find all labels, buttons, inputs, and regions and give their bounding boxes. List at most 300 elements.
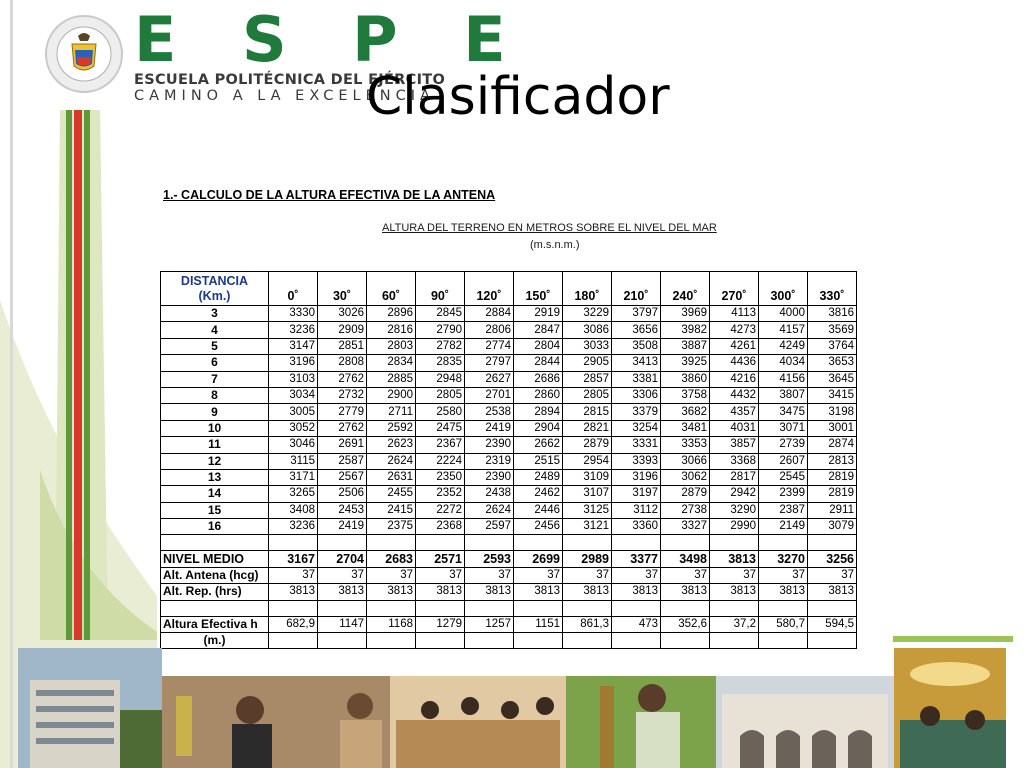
table-cell: 861,3 <box>563 616 612 632</box>
table-cell: 2782 <box>416 338 465 354</box>
table-cell: 2805 <box>563 387 612 403</box>
table-cell: 37 <box>465 567 514 583</box>
table-cell <box>416 600 465 616</box>
table-cell: 3682 <box>661 404 710 420</box>
table-cell: 2592 <box>367 420 416 436</box>
table-cell <box>367 600 416 616</box>
table-cell: 2739 <box>759 437 808 453</box>
table-cell: 3196 <box>612 469 661 485</box>
table-cell: 2797 <box>465 355 514 371</box>
table-cell: 37 <box>710 567 759 583</box>
table-row <box>161 519 857 535</box>
table-cell: 2593 <box>465 551 514 567</box>
table-cell: 3330 <box>269 306 318 322</box>
table-cell: 3813 <box>759 584 808 600</box>
table-cell: 3860 <box>661 371 710 387</box>
sheet-subtitle: ALTURA DEL TERRENO EN METROS SOBRE EL NIVEL DEL MAR <box>382 222 717 234</box>
table-cell: 2699 <box>514 551 563 567</box>
table-cell: 3807 <box>759 387 808 403</box>
angle-column-header: 150˚ <box>514 272 563 306</box>
table-row <box>161 453 857 469</box>
table-cell: 3306 <box>612 387 661 403</box>
spacer-row <box>161 600 857 616</box>
table-cell: 2844 <box>514 355 563 371</box>
table-cell: 2857 <box>563 371 612 387</box>
elevation-table <box>160 271 857 649</box>
table-cell: 3813 <box>514 584 563 600</box>
table-cell: 2455 <box>367 486 416 502</box>
table-cell: 3645 <box>808 371 857 387</box>
alt-antena-row <box>161 567 857 583</box>
table-cell: 37,2 <box>710 616 759 632</box>
table-cell: 3508 <box>612 338 661 354</box>
table-cell: 2597 <box>465 519 514 535</box>
table-cell: 3360 <box>612 519 661 535</box>
table-cell: 2567 <box>318 469 367 485</box>
table-header-row <box>161 272 857 306</box>
table-cell: 3481 <box>661 420 710 436</box>
table-cell: 3005 <box>269 404 318 420</box>
table-cell: 3256 <box>808 551 857 567</box>
table-cell: 2919 <box>514 306 563 322</box>
table-cell: 4432 <box>710 387 759 403</box>
table-cell: 3498 <box>661 551 710 567</box>
table-cell: 3270 <box>759 551 808 567</box>
table-cell: 3125 <box>563 502 612 518</box>
table-cell: 2803 <box>367 338 416 354</box>
table-cell: 2896 <box>367 306 416 322</box>
table-cell: 3797 <box>612 306 661 322</box>
table-cell: 4216 <box>710 371 759 387</box>
angle-column-header: 90˚ <box>416 272 465 306</box>
nivel-medio-row <box>161 551 857 567</box>
table-cell: 3857 <box>710 437 759 453</box>
table-cell: 2375 <box>367 519 416 535</box>
table-cell: 37 <box>269 567 318 583</box>
table-cell <box>318 600 367 616</box>
table-cell: 37 <box>808 567 857 583</box>
table-cell: 3046 <box>269 437 318 453</box>
table-cell: 2419 <box>465 420 514 436</box>
table-cell: 2350 <box>416 469 465 485</box>
brand-tagline: CAMINO A LA EXCELENCIA <box>134 88 435 104</box>
row-label: 4 <box>161 322 269 338</box>
table-cell: 2462 <box>514 486 563 502</box>
table-cell <box>465 600 514 616</box>
table-cell: 3327 <box>661 519 710 535</box>
table-cell <box>808 600 857 616</box>
sheet-subtitle-units: (m.s.n.m.) <box>530 239 580 251</box>
table-cell: 2149 <box>759 519 808 535</box>
table-cell <box>465 535 514 551</box>
table-row <box>161 306 857 322</box>
table-cell: 3086 <box>563 322 612 338</box>
row-label: 10 <box>161 420 269 436</box>
table-cell: 3813 <box>269 584 318 600</box>
table-row <box>161 437 857 453</box>
table-cell: 2701 <box>465 387 514 403</box>
angle-column-header: 330˚ <box>808 272 857 306</box>
table-cell: 3107 <box>563 486 612 502</box>
table-cell: 2835 <box>416 355 465 371</box>
table-cell: 1257 <box>465 616 514 632</box>
table-cell: 3290 <box>710 502 759 518</box>
table-cell: 2813 <box>808 453 857 469</box>
table-cell: 2446 <box>514 502 563 518</box>
table-cell <box>269 535 318 551</box>
table-cell: 2989 <box>563 551 612 567</box>
table-cell: 3147 <box>269 338 318 354</box>
angle-column-header: 0˚ <box>269 272 318 306</box>
table-cell: 3254 <box>612 420 661 436</box>
table-cell: 2805 <box>416 387 465 403</box>
table-cell: 2631 <box>367 469 416 485</box>
table-cell: 3413 <box>612 355 661 371</box>
table-cell: 2804 <box>514 338 563 354</box>
table-cell: 2762 <box>318 420 367 436</box>
altura-efectiva-row <box>161 616 857 632</box>
table-cell: 2894 <box>514 404 563 420</box>
table-cell: 352,6 <box>661 616 710 632</box>
table-cell: 4273 <box>710 322 759 338</box>
table-cell: 2817 <box>710 469 759 485</box>
table-cell: 2884 <box>465 306 514 322</box>
row-label: 5 <box>161 338 269 354</box>
table-cell: 2790 <box>416 322 465 338</box>
table-cell <box>563 600 612 616</box>
angle-column-header: 30˚ <box>318 272 367 306</box>
spacer-row <box>161 535 857 551</box>
table-cell: 3887 <box>661 338 710 354</box>
angle-column-header: 180˚ <box>563 272 612 306</box>
table-cell: 3167 <box>269 551 318 567</box>
table-cell: 2224 <box>416 453 465 469</box>
table-cell: 2624 <box>465 502 514 518</box>
table-cell: 2419 <box>318 519 367 535</box>
row-label: Altura Efectiva h <box>161 616 269 632</box>
table-row <box>161 371 857 387</box>
slide-title: Clasificador <box>366 67 670 127</box>
table-cell: 2990 <box>710 519 759 535</box>
table-cell <box>710 600 759 616</box>
row-label: 6 <box>161 355 269 371</box>
table-cell <box>612 535 661 551</box>
table-cell: 3197 <box>612 486 661 502</box>
distance-column-header <box>161 272 269 306</box>
row-label: 12 <box>161 453 269 469</box>
table-cell: 4031 <box>710 420 759 436</box>
table-cell: 4113 <box>710 306 759 322</box>
table-cell: 1151 <box>514 616 563 632</box>
table-cell: 2819 <box>808 469 857 485</box>
table-cell: 3758 <box>661 387 710 403</box>
angle-column-header: 240˚ <box>661 272 710 306</box>
table-cell: 682,9 <box>269 616 318 632</box>
table-cell <box>367 535 416 551</box>
table-cell: 1168 <box>367 616 416 632</box>
table-cell: 37 <box>612 567 661 583</box>
table-cell: 2399 <box>759 486 808 502</box>
table-cell: 2738 <box>661 502 710 518</box>
angle-column-header: 300˚ <box>759 272 808 306</box>
row-label: 15 <box>161 502 269 518</box>
table-cell: 2319 <box>465 453 514 469</box>
table-cell: 2438 <box>465 486 514 502</box>
table-cell: 2352 <box>416 486 465 502</box>
table-cell: 2879 <box>661 486 710 502</box>
table-cell: 2711 <box>367 404 416 420</box>
table-cell: 3062 <box>661 469 710 485</box>
table-cell: 2272 <box>416 502 465 518</box>
table-cell: 1279 <box>416 616 465 632</box>
distance-header-line2: (Km.) <box>198 289 231 303</box>
row-label: 13 <box>161 469 269 485</box>
table-cell: 3813 <box>661 584 710 600</box>
table-cell: 3236 <box>269 322 318 338</box>
table-cell: 473 <box>612 616 661 632</box>
table-cell: 3393 <box>612 453 661 469</box>
table-cell: 2851 <box>318 338 367 354</box>
table-cell: 2845 <box>416 306 465 322</box>
table-cell: 3813 <box>416 584 465 600</box>
table-cell: 3071 <box>759 420 808 436</box>
campus-photo-strip <box>0 640 1024 768</box>
table-cell: 2627 <box>465 371 514 387</box>
table-cell: 2691 <box>318 437 367 453</box>
table-cell: 2816 <box>367 322 416 338</box>
table-cell: 2683 <box>367 551 416 567</box>
table-cell: 3969 <box>661 306 710 322</box>
table-row <box>161 387 857 403</box>
row-label: 8 <box>161 387 269 403</box>
table-cell: 3813 <box>563 584 612 600</box>
table-cell: 3408 <box>269 502 318 518</box>
table-cell: 2571 <box>416 551 465 567</box>
table-cell: 2515 <box>514 453 563 469</box>
table-cell: 3026 <box>318 306 367 322</box>
table-cell: 3052 <box>269 420 318 436</box>
table-cell: 2911 <box>808 502 857 518</box>
table-row <box>161 420 857 436</box>
table-cell: 3331 <box>612 437 661 453</box>
table-row <box>161 486 857 502</box>
table-cell: 2779 <box>318 404 367 420</box>
table-cell: 2456 <box>514 519 563 535</box>
table-cell <box>759 535 808 551</box>
table-cell: 2623 <box>367 437 416 453</box>
table-cell: 2904 <box>514 420 563 436</box>
row-label: NIVEL MEDIO <box>161 551 269 567</box>
table-cell: 37 <box>661 567 710 583</box>
angle-column-header: 120˚ <box>465 272 514 306</box>
table-cell: 2948 <box>416 371 465 387</box>
table-cell: 37 <box>563 567 612 583</box>
table-cell: 37 <box>514 567 563 583</box>
brand-letters: E S P E <box>134 3 528 76</box>
alt-rep-row <box>161 584 857 600</box>
table-cell: 594,5 <box>808 616 857 632</box>
table-cell: 3379 <box>612 404 661 420</box>
table-cell <box>416 535 465 551</box>
table-cell: 2815 <box>563 404 612 420</box>
table-cell: 3813 <box>465 584 514 600</box>
table-cell <box>612 600 661 616</box>
table-cell <box>514 600 563 616</box>
espe-seal-logo <box>44 14 124 94</box>
table-cell: 37 <box>367 567 416 583</box>
angle-column-header: 60˚ <box>367 272 416 306</box>
table-row <box>161 338 857 354</box>
table-cell: 4000 <box>759 306 808 322</box>
table-cell: 2390 <box>465 437 514 453</box>
table-cell: 2874 <box>808 437 857 453</box>
table-cell: 2390 <box>465 469 514 485</box>
table-cell: 3982 <box>661 322 710 338</box>
table-row <box>161 355 857 371</box>
table-cell: 3115 <box>269 453 318 469</box>
table-cell: 3816 <box>808 306 857 322</box>
table-cell: 3112 <box>612 502 661 518</box>
table-cell: 3121 <box>563 519 612 535</box>
row-label: 14 <box>161 486 269 502</box>
row-label: (m.) <box>161 633 269 649</box>
table-cell: 3813 <box>710 584 759 600</box>
table-cell: 2834 <box>367 355 416 371</box>
table-cell: 2367 <box>416 437 465 453</box>
table-cell: 2580 <box>416 404 465 420</box>
row-label: 9 <box>161 404 269 420</box>
table-cell: 3229 <box>563 306 612 322</box>
row-label <box>161 600 269 616</box>
table-row <box>161 404 857 420</box>
table-cell: 3196 <box>269 355 318 371</box>
row-label: 7 <box>161 371 269 387</box>
table-cell: 4157 <box>759 322 808 338</box>
table-cell: 2942 <box>710 486 759 502</box>
table-cell: 2774 <box>465 338 514 354</box>
row-label: 16 <box>161 519 269 535</box>
table-cell: 37 <box>416 567 465 583</box>
table-cell: 2808 <box>318 355 367 371</box>
table-cell: 3001 <box>808 420 857 436</box>
table-cell: 2545 <box>759 469 808 485</box>
table-cell: 580,7 <box>759 616 808 632</box>
table-cell: 4357 <box>710 404 759 420</box>
table-cell: 2847 <box>514 322 563 338</box>
table-cell <box>514 535 563 551</box>
table-cell <box>661 600 710 616</box>
table-cell: 3171 <box>269 469 318 485</box>
table-cell: 3569 <box>808 322 857 338</box>
table-row <box>161 322 857 338</box>
table-cell: 2821 <box>563 420 612 436</box>
table-cell: 3109 <box>563 469 612 485</box>
table-cell: 3813 <box>367 584 416 600</box>
distance-header-line1: DISTANCIA <box>180 274 249 288</box>
table-cell: 2900 <box>367 387 416 403</box>
table-cell: 2905 <box>563 355 612 371</box>
table-cell: 2954 <box>563 453 612 469</box>
table-cell <box>269 600 318 616</box>
table-cell: 3653 <box>808 355 857 371</box>
table-cell <box>710 535 759 551</box>
row-label: 3 <box>161 306 269 322</box>
table-cell <box>318 535 367 551</box>
table-cell: 4249 <box>759 338 808 354</box>
table-cell: 37 <box>318 567 367 583</box>
table-cell <box>661 535 710 551</box>
table-cell: 3079 <box>808 519 857 535</box>
table-cell: 2489 <box>514 469 563 485</box>
table-row <box>161 502 857 518</box>
table-cell: 2624 <box>367 453 416 469</box>
table-cell: 1147 <box>318 616 367 632</box>
table-cell <box>563 535 612 551</box>
table-cell: 2885 <box>367 371 416 387</box>
table-cell: 4261 <box>710 338 759 354</box>
table-cell: 2879 <box>563 437 612 453</box>
table-cell: 3381 <box>612 371 661 387</box>
table-cell: 2762 <box>318 371 367 387</box>
table-cell: 37 <box>759 567 808 583</box>
angle-column-header: 210˚ <box>612 272 661 306</box>
table-cell: 2453 <box>318 502 367 518</box>
table-cell: 3475 <box>759 404 808 420</box>
table-cell: 2607 <box>759 453 808 469</box>
table-cell: 4436 <box>710 355 759 371</box>
table-cell: 2475 <box>416 420 465 436</box>
table-cell <box>808 535 857 551</box>
table-cell <box>759 600 808 616</box>
table-cell: 2819 <box>808 486 857 502</box>
spreadsheet-image <box>157 183 892 679</box>
table-cell: 3353 <box>661 437 710 453</box>
table-cell: 2909 <box>318 322 367 338</box>
table-cell: 2860 <box>514 387 563 403</box>
table-cell: 2732 <box>318 387 367 403</box>
row-label <box>161 535 269 551</box>
table-cell: 2387 <box>759 502 808 518</box>
table-cell: 2587 <box>318 453 367 469</box>
table-cell: 3925 <box>661 355 710 371</box>
table-cell: 2415 <box>367 502 416 518</box>
table-body <box>161 306 857 649</box>
table-cell: 3764 <box>808 338 857 354</box>
table-cell: 2368 <box>416 519 465 535</box>
table-cell: 3813 <box>808 584 857 600</box>
table-cell: 2662 <box>514 437 563 453</box>
table-cell: 2538 <box>465 404 514 420</box>
table-cell: 3103 <box>269 371 318 387</box>
table-cell: 3656 <box>612 322 661 338</box>
row-label: Alt. Antena (hcg) <box>161 567 269 583</box>
table-cell: 3066 <box>661 453 710 469</box>
table-cell: 3265 <box>269 486 318 502</box>
table-cell: 3377 <box>612 551 661 567</box>
table-cell: 3368 <box>710 453 759 469</box>
table-cell: 2806 <box>465 322 514 338</box>
table-cell: 3813 <box>710 551 759 567</box>
table-cell: 3813 <box>612 584 661 600</box>
table-cell: 3034 <box>269 387 318 403</box>
table-cell: 3236 <box>269 519 318 535</box>
table-cell: 3813 <box>318 584 367 600</box>
table-cell: 2704 <box>318 551 367 567</box>
sheet-heading: 1.- CALCULO DE LA ALTURA EFECTIVA DE LA ANTENA <box>163 188 496 202</box>
brand-name: ESCUELA POLITÉCNICA DEL EJÉRCITO <box>134 72 446 88</box>
row-label: 11 <box>161 437 269 453</box>
table-cell: 4034 <box>759 355 808 371</box>
